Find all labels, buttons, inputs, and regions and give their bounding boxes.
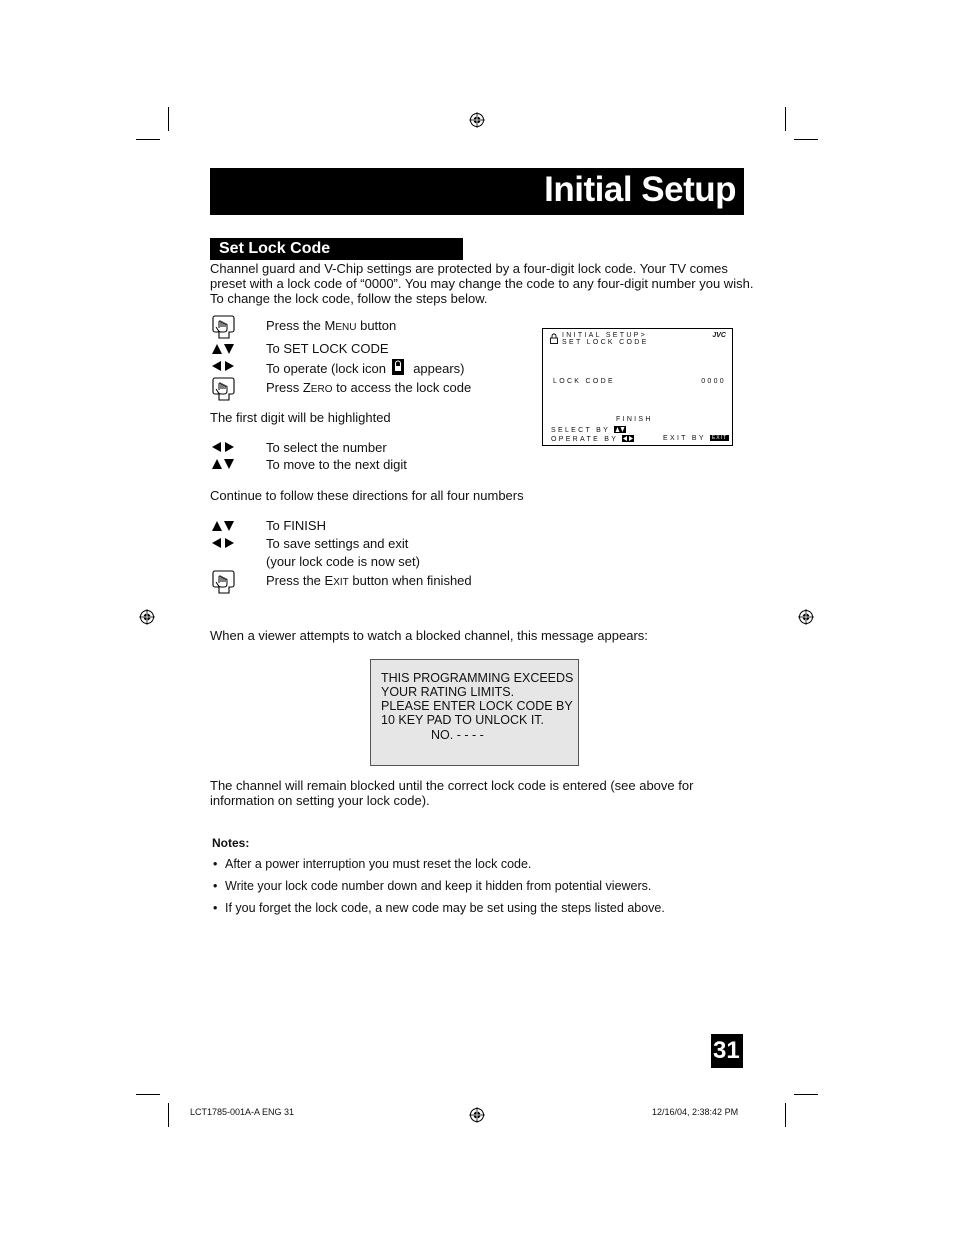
crop-mark [136,1094,160,1095]
up-down-arrows-icon [211,343,235,355]
blocked-intro: When a viewer attempts to watch a blocked channel, this message appears: [210,628,648,643]
crop-mark [136,139,160,140]
section-title-bar [210,238,463,260]
step-press-menu: Press the MENU button [266,318,397,333]
osd-menu-title: SET LOCK CODE [562,339,649,346]
note-item: • Write your lock code number down and keep it hidden from potential viewers. [213,879,652,893]
hand-pointer-icon [211,314,237,340]
section-title: Set Lock Code [219,240,331,257]
intro-paragraph [210,261,753,306]
lock-icon [392,359,404,375]
left-right-arrows-icon [211,441,235,453]
crop-mark [794,1094,818,1095]
intro-line: preset with a lock code of “0000”. You may change the code to any four-digit number you wish. [210,276,754,291]
step-next-digit: To move to the next digit [266,457,407,472]
step-operate: To operate (lock icon appears) [266,361,465,376]
step-finish: To FINISH [266,518,326,533]
osd-lock-code-label: LOCK CODE [553,378,615,385]
osd-exit-key: EXIT [711,435,728,441]
left-right-arrows-icon [622,435,634,442]
osd-brand-logo: JVC [712,332,726,339]
osd-finish: FINISH [616,416,653,423]
crop-mark [168,1103,169,1127]
outro-line: The channel will remain blocked until the correct lock code is entered (see above for [210,778,694,793]
up-down-arrows-icon [614,426,626,433]
hand-pointer-icon [211,376,237,402]
intro-line: To change the lock code, follow the steps below. [210,291,488,306]
osd-select-by: SELECT BY [551,426,626,434]
step-select-number: To select the number [266,440,387,455]
left-right-arrows-icon [211,537,235,549]
page-number: 31 [713,1037,740,1064]
osd-operate-by: OPERATE BY [551,435,634,443]
message-line: THIS PROGRAMMING EXCEEDS [381,671,574,685]
osd-exit-by: EXIT BY EXIT [663,435,728,442]
step-press-zero: Press ZERO to access the lock code [266,380,472,395]
footer-right: 12/16/04, 2:38:42 PM [652,1107,739,1117]
registration-mark-icon [798,609,814,625]
hand-pointer-icon [211,569,237,595]
page-number-box [711,1034,743,1068]
outro-line: information on setting your lock code). [210,793,430,808]
step-set-lock-code: To SET LOCK CODE [266,341,389,356]
osd-screen [542,328,733,446]
step-save-exit: To save settings and exit [266,536,409,551]
crop-mark [794,139,818,140]
page-title-bar [210,168,744,215]
crop-mark [168,107,169,131]
step-press-exit: Press the EXIT button when finished [266,573,472,588]
up-down-arrows-icon [211,520,235,532]
message-line: 10 KEY PAD TO UNLOCK IT. [381,713,545,727]
note-item: • If you forget the lock code, a new code may be set using the steps listed above. [213,901,665,915]
blocked-message-box [370,659,579,766]
registration-mark-icon [469,112,485,128]
lock-icon [550,333,558,344]
message-line: PLEASE ENTER LOCK CODE BY [381,699,573,713]
osd-lock-code-value: 0000 [701,378,726,385]
crop-mark [785,1103,786,1127]
osd-menu-path: INITIAL SETUP> [562,332,648,339]
blocked-outro [210,778,693,808]
footer-left: LCT1785-001A-A ENG 31 [190,1107,295,1117]
page-title: Initial Setup [544,170,736,209]
registration-mark-icon [139,609,155,625]
intro-line: Channel guard and V-Chip settings are protected by a four-digit lock code. Your TV comes [210,261,728,276]
registration-mark-icon [469,1107,485,1123]
crop-mark [785,107,786,131]
message-line: YOUR RATING LIMITS. [381,685,515,699]
first-digit-note: The first digit will be highlighted [210,410,391,425]
continue-text: Continue to follow these directions for all four numbers [210,488,524,503]
notes-title: Notes: [212,836,250,850]
note-item: • After a power interruption you must reset the lock code. [213,857,532,871]
left-right-arrows-icon [211,360,235,372]
up-down-arrows-icon [211,458,235,470]
step-set-note: (your lock code is now set) [266,554,420,569]
message-code-entry: NO. - - - - [431,728,484,742]
